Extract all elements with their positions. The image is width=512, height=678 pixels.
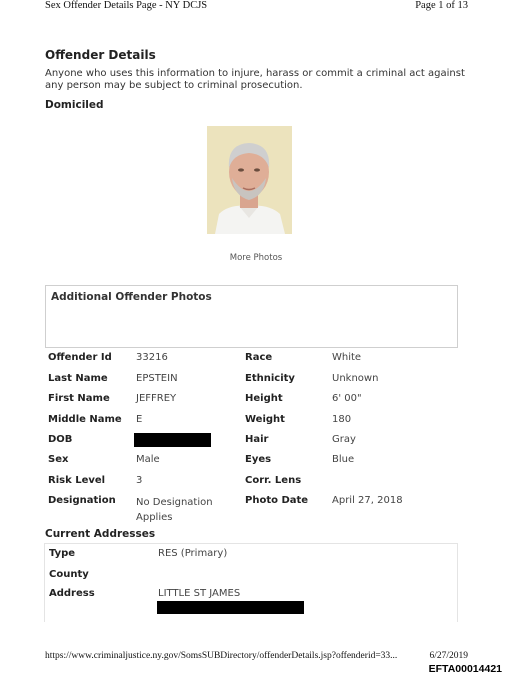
value-last-name: EPSTEIN	[136, 373, 178, 384]
value-offender-id: 33216	[136, 352, 168, 363]
value-weight: 180	[332, 414, 352, 425]
label-race: Race	[245, 352, 273, 363]
address-value-type: RES (Primary)	[158, 548, 228, 559]
value-photo-date: April 27, 2018	[332, 495, 403, 506]
more-photos-link[interactable]: More Photos	[229, 253, 283, 263]
label-hair: Hair	[245, 434, 269, 445]
label-designation: Designation	[48, 495, 116, 506]
print-footer-url: https://www.criminaljustice.ny.gov/SomsSUBDirectory/offenderDetails.jsp?offenderid=33...	[45, 651, 398, 661]
offender-status: Domiciled	[45, 99, 104, 111]
address-label-county: County	[49, 569, 89, 580]
label-corr-lens: Corr. Lens	[245, 475, 302, 486]
label-dob: DOB	[48, 434, 73, 445]
value-risk-level: 3	[136, 475, 143, 486]
redacted-dob	[134, 433, 211, 447]
additional-photos-title: Additional Offender Photos	[51, 291, 212, 303]
label-sex: Sex	[48, 454, 69, 465]
print-header-page: Page 1 of 13	[415, 0, 468, 11]
value-ethnicity: Unknown	[332, 373, 379, 384]
address-label-type: Type	[49, 548, 76, 559]
value-eyes: Blue	[332, 454, 355, 465]
redacted-address-line	[157, 601, 304, 614]
address-label-address: Address	[49, 588, 95, 599]
label-risk-level: Risk Level	[48, 475, 106, 486]
value-middle-name: E	[136, 414, 143, 425]
label-eyes: Eyes	[245, 454, 272, 465]
label-offender-id: Offender Id	[48, 352, 112, 363]
offender-photo-image	[207, 126, 292, 234]
value-height: 6' 00"	[332, 393, 362, 404]
label-middle-name: Middle Name	[48, 414, 122, 425]
address-value-address: LITTLE ST JAMES	[158, 588, 241, 599]
bates-number: EFTA00014421	[428, 663, 502, 675]
label-last-name: Last Name	[48, 373, 108, 384]
value-race: White	[332, 352, 362, 363]
label-height: Height	[245, 393, 283, 404]
value-hair: Gray	[332, 434, 356, 445]
offender-photo[interactable]	[207, 126, 292, 234]
additional-photos-panel	[45, 285, 458, 348]
warning-text: Anyone who uses this information to injure, harass or commit a criminal act against any person may be subject to criminal prosecution.	[45, 68, 465, 91]
value-sex: Male	[136, 454, 160, 465]
label-first-name: First Name	[48, 393, 110, 404]
label-weight: Weight	[245, 414, 285, 425]
current-addresses-heading: Current Addresses	[45, 528, 156, 540]
value-first-name: JEFFREY	[136, 393, 177, 404]
print-footer-date: 6/27/2019	[429, 651, 468, 661]
print-header-title: Sex Offender Details Page - NY DCJS	[45, 0, 208, 11]
value-designation: No Designation Applies	[136, 497, 213, 523]
label-photo-date: Photo Date	[245, 495, 309, 506]
page-title: Offender Details	[45, 48, 156, 62]
label-ethnicity: Ethnicity	[245, 373, 295, 384]
